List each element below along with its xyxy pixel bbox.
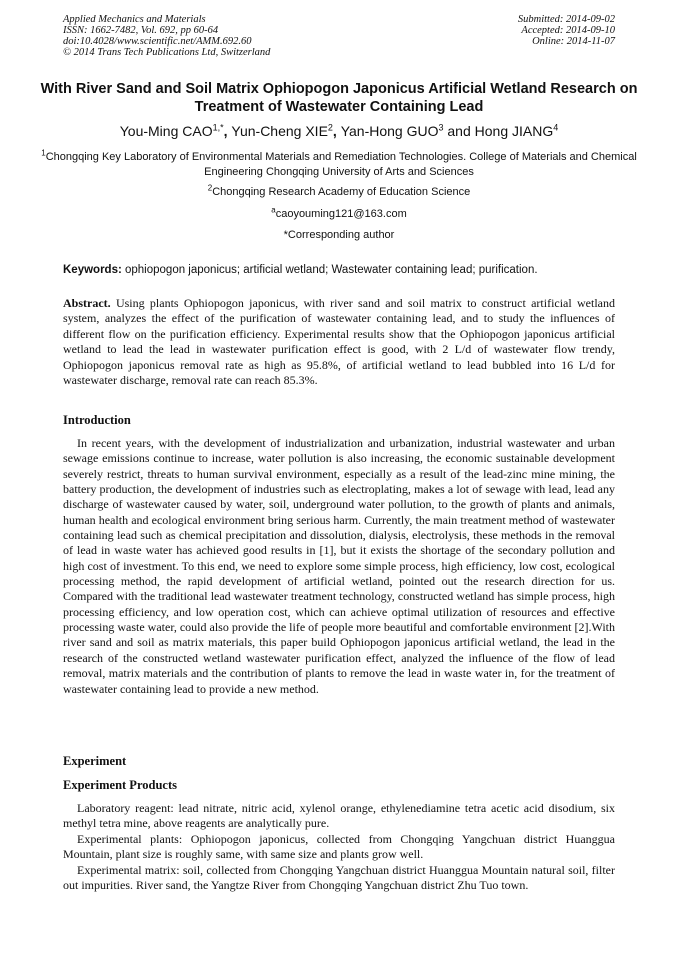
paper-title: With River Sand and Soil Matrix Ophiopogon Japonicus Artificial Wetland Research on Treatment of Wastewater Containing Lead xyxy=(40,81,638,115)
affiliation-mark: 1 xyxy=(41,148,46,158)
matrix-paragraph: Experimental matrix: soil, collected from Chongqing Yangchuan district Huanggua Mountain natural soil, filter out impurities. River sand, the Yangtze River from Chongqing Yangchuan district Zhu Tuo town. xyxy=(63,863,615,893)
keywords-text: ophiopogon japonicus; artificial wetland; Wastewater containing lead; purification. xyxy=(125,264,538,276)
author-name: Yan-Hong GUO xyxy=(340,123,439,139)
online-date: Online: 2014-11-07 xyxy=(532,36,615,47)
abstract-text: Using plants Ophiopogon japonicus, with river sand and soil matrix to construct artificial wetland system, analyzes the effect of the purification of wastewater containing lead, and to study the influences of different flow on the purification efficiency. Experimental results show that the Ophiopogon japonicus artificial wetland to lead the lead in wastewater purification effect is good, with 2 L/d of wastewater flow trendy, Ophiopogon japonicus removal rate as high as 95.8%, of artificial wetland to lead bubbled into 16 L/d for wastewater discharge, removal rate can reach 85.3%. xyxy=(63,296,615,388)
author-mark: 4 xyxy=(553,122,559,133)
submitted-date: Submitted: 2014-09-02 xyxy=(517,14,615,25)
experiment-products-heading: Experiment Products xyxy=(63,778,177,792)
plants-paragraph: Experimental plants: Ophiopogon japonicus, collected from Chongqing Yangchuan district Huanggua Mountain, plant size is roughly same, with same size and plants grow well. xyxy=(63,832,615,862)
affiliation-text: Chongqing Research Academy of Education Science xyxy=(212,186,471,198)
keywords-label: Keywords: xyxy=(63,264,122,276)
corresponding-author-note: *Corresponding author xyxy=(283,229,395,241)
introduction-heading: Introduction xyxy=(63,413,131,427)
author-name: You-Ming CAO xyxy=(119,123,213,139)
author-separator: , xyxy=(223,123,232,139)
author-mark: 1,* xyxy=(212,122,224,133)
abstract xyxy=(63,296,615,388)
journal-header-left xyxy=(63,14,270,58)
experiment-heading: Experiment xyxy=(63,754,127,768)
author-list xyxy=(20,122,658,140)
author-mark: 2 xyxy=(327,122,333,133)
journal-name: Applied Mechanics and Materials xyxy=(63,14,206,25)
copyright-line: © 2014 Trans Tech Publications Ltd, Switzerland xyxy=(63,47,271,58)
issn-line: ISSN: 1662-7482, Vol. 692, pp 60-64 xyxy=(63,25,219,36)
affiliation-mark: 2 xyxy=(207,183,213,193)
accepted-date: Accepted: 2014-09-10 xyxy=(521,25,615,36)
affiliation-2 xyxy=(40,185,638,200)
author-separator: and xyxy=(443,123,475,139)
keywords-line xyxy=(63,263,615,277)
introduction-paragraph: In recent years, with the development of industrialization and urbanization, industrial wastewater and urban sewage emissions continue to increase, water pollution is also increasing, the economic sustainable development severely restrict, threats to human survival environment, especially as a result of the lead-zinc mine mining, the battery production, the development of industries such as electroplating, makes a lot of sewage with lead, lead any discharge of wastewater caused by water, soil, underground water pollution, to the growth of plants and animals, human health and ecological environment bring serious harm. Currently, the main treatment method of wastewater containing lead such as chemical precipitation and dissolution, dialysis, electrolysis, these methods in the removal of lead in waste water has achieved good results in [1], but it exists the shortage of the secondary pollution and high cost of investment. To this end, we need to explore some simple process, high efficiency, low cost, ecological processing method, the rapid development of artificial wetland, pointed out the research direction for us. Compared with the traditional lead wastewater treatment technology, constructed wetland has simple process, high processing efficiency, and low operation cost, which can achieve optimal utilization of resources and effective processing waste water, could also provide the life of people more beautiful and comfortable environment [2].With river sand and soil as matrix materials, this paper build Ophiopogon japonicus artificial wetland, the lead in the research of the constructed wetland wastewater purification effect, analyzed the influence of the flow of lead removal, matrix materials and the contribution of plants to remove the lead in waste water in, for the treatment of wastewater containing lead to provide a new method. xyxy=(63,436,615,696)
email-mark: a xyxy=(271,205,276,215)
affiliation-text: Chongqing Key Laboratory of Environmental Materials and Remediation Technologies. College of Materials and Chemical Engineering Chongqing University of Arts and Sciences xyxy=(45,151,637,178)
journal-header-right xyxy=(518,14,615,47)
abstract-label: Abstract. xyxy=(63,296,111,310)
reagent-paragraph: Laboratory reagent: lead nitrate, nitric acid, xylenol orange, ethylenediamine tetra acetic acid disodium, six methyl tetra mine, above reagents are analytically pure. xyxy=(63,801,615,831)
author-email[interactable] xyxy=(40,207,638,222)
email-address[interactable]: caoyouming121@163.com xyxy=(275,208,407,220)
author-name: Hong JIANG xyxy=(474,123,554,139)
author-mark: 3 xyxy=(438,122,444,133)
affiliation-1 xyxy=(40,150,638,180)
author-name: Yun-Cheng XIE xyxy=(231,123,328,139)
author-separator: , xyxy=(332,123,341,139)
doi-line: doi:10.4028/www.scientific.net/AMM.692.60 xyxy=(63,36,252,47)
